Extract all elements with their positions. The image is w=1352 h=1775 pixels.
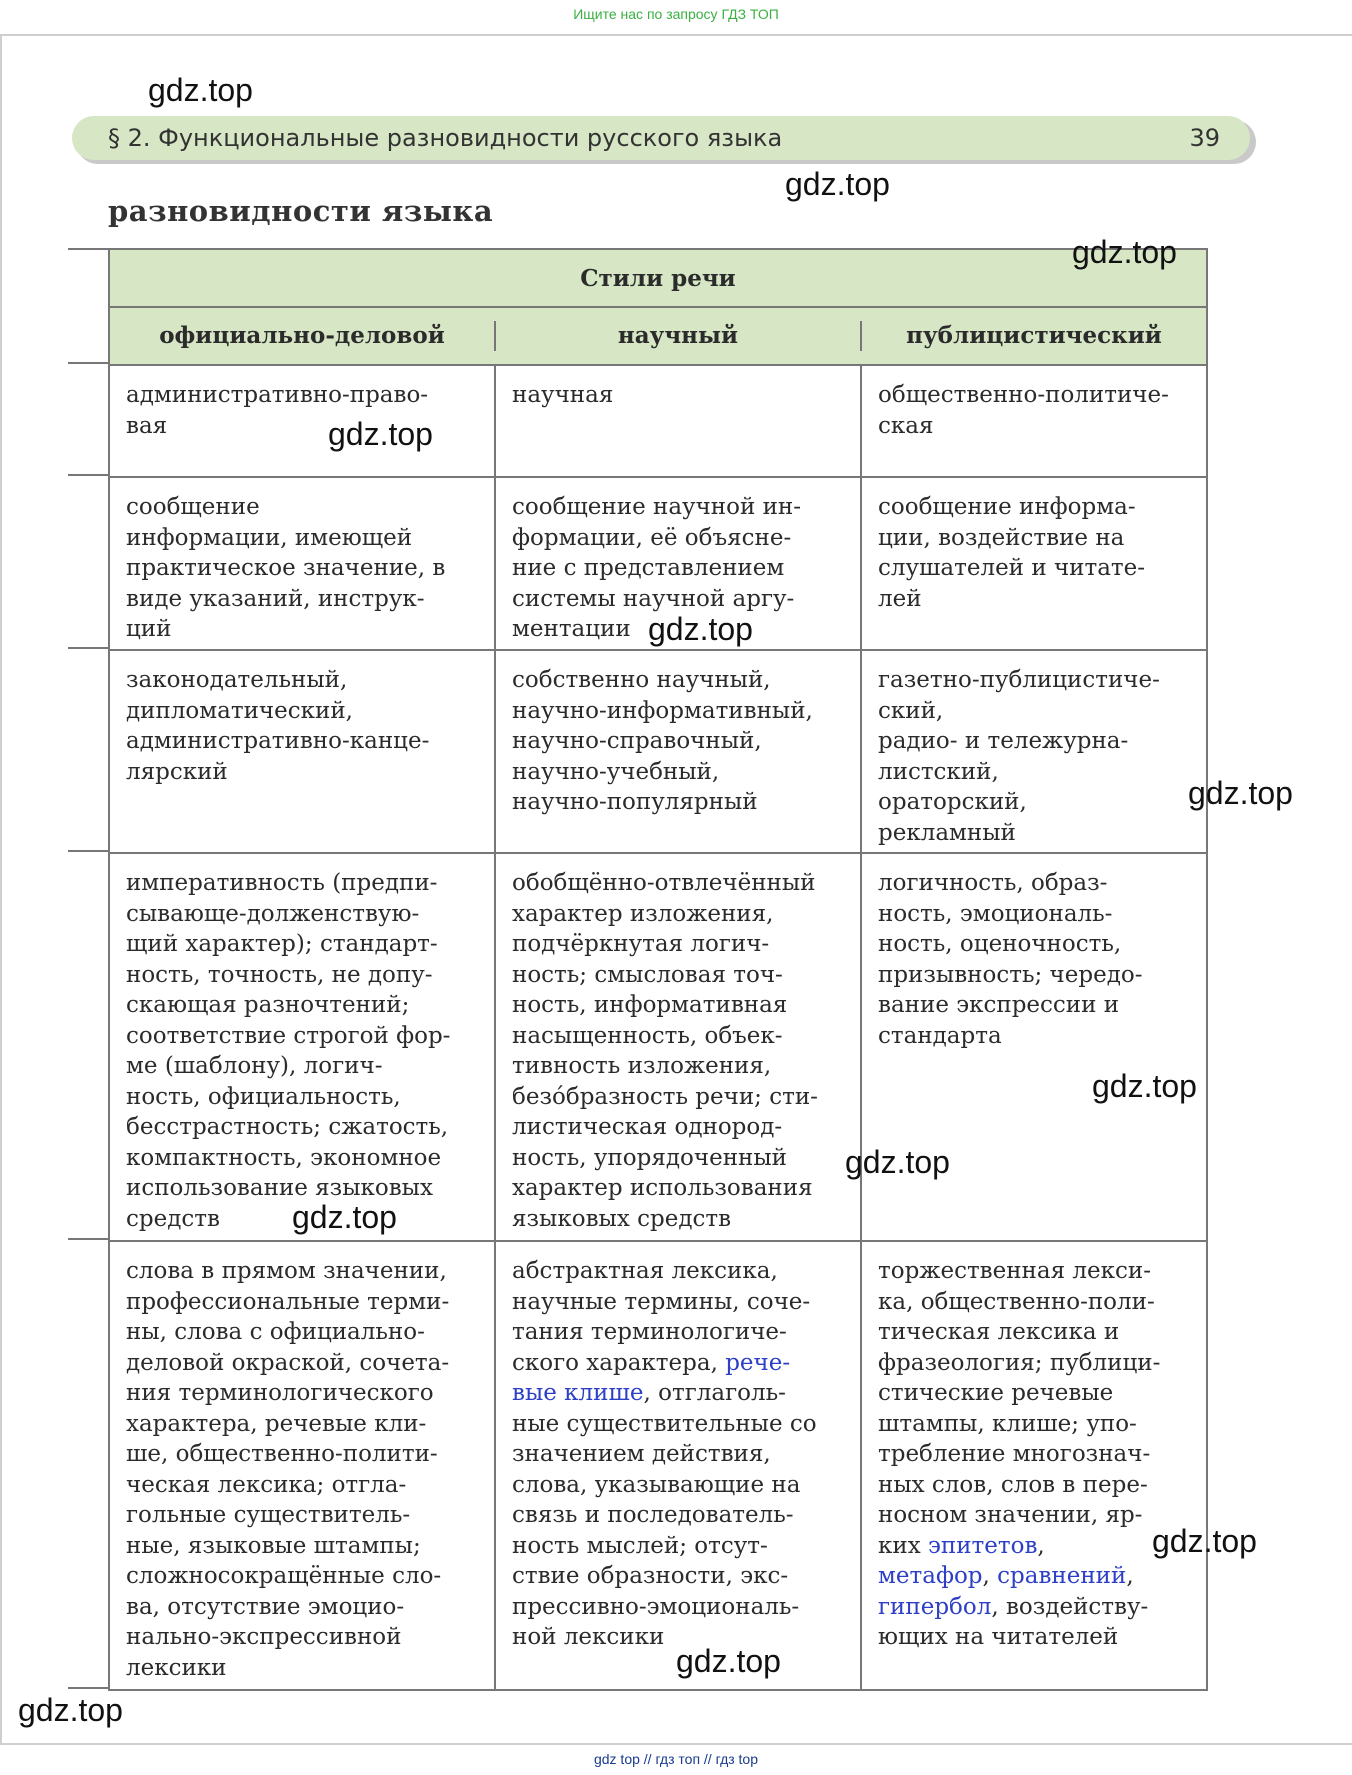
table-cell: общественно-политиче- ская (878, 382, 1169, 439)
table-outline-line (68, 1238, 108, 1240)
table-header-row (108, 308, 1208, 366)
table-outline-line (68, 362, 108, 364)
table-cell: законодательный, дипломатический, административно-канце- лярский (110, 651, 496, 852)
watermark: gdz.top (785, 166, 890, 202)
term-link-speech-cliche-cont[interactable]: вые клише (512, 1380, 644, 1406)
cell-text: , (1037, 1532, 1045, 1559)
watermark: gdz.top (148, 72, 253, 108)
table-cell: административно-право- вая (110, 366, 496, 476)
term-link-hyperboles[interactable]: гипербол (878, 1593, 992, 1620)
section-title: разновидности языка (108, 194, 494, 228)
watermark: gdz.top (292, 1199, 397, 1235)
table-cell: сообщение информа- ции, воздействие на слушателей и читате- лей (878, 494, 1146, 612)
table-cell: обобщённо-отвлечённый характер изложения, подчёркнутая логич- ность; смысловая точ- ность, информативная насыщенность, объек- тивность изложения, безóбразность речи; сти- листическая однород- ность, упорядоченный характер использования языковых средств (496, 854, 862, 1240)
cell-text: абстрактная лексика, научные термины, соче- тания терминологиче- ского характера, (512, 1258, 811, 1376)
table-title-row (108, 248, 1208, 308)
column-header-scientific: научный (496, 321, 862, 352)
page-number: 39 (1189, 124, 1220, 152)
table-row (108, 366, 1208, 478)
table-outline-line (68, 474, 108, 476)
column-header-publicistic: публицистический (906, 321, 1162, 349)
table-title: Стили речи (580, 264, 736, 292)
table-outline-line (68, 647, 108, 649)
table-outline-line (68, 1687, 108, 1689)
cell-text: торжественная лекси- ка, общественно-поли- тическая лексика и фразеология; публици- стические речевые штампы, клише; упо- требление многознач- ных слов, слов в пере- носном значении, яр- ких (878, 1258, 1161, 1559)
frame-left-border (0, 34, 2, 1744)
table-cell (862, 1242, 1206, 1689)
top-banner: Ищите нас по запросу ГДЗ ТОП (573, 6, 779, 22)
table-row (108, 651, 1208, 854)
term-link-comparisons[interactable]: сравнений (997, 1563, 1127, 1589)
table-cell: сообщение информации, имеющей практическое значение, в виде указаний, инструк- ций (110, 478, 496, 649)
term-link-speech-cliche[interactable]: рече- (725, 1349, 791, 1376)
table-cell: слова в прямом значении, профессиональные терми- ны, слова с официально- деловой окраской, сочета- ния терминологического характера, речевые кли- ше, общественно-полити- ческая лексика; отгла- гольные существитель- ные, языковые штампы; сложносокращённые сло- ва, отсутствие эмоцио- нально-экспрессивной лексики (110, 1242, 496, 1689)
frame-top-border (0, 34, 1352, 36)
watermark: gdz.top (648, 611, 753, 647)
table-row (108, 1242, 1208, 1691)
table-outline-line (68, 850, 108, 852)
cell-text: , (982, 1563, 998, 1589)
table-cell: логичность, образ- ность, эмоциональ- ность, оценочность, призывность; чередо- вание экспрессии и стандарта (878, 870, 1143, 1049)
cell-text: , отглаголь- ные существительные со значением действия, слова, указывающие на связь и последователь- ность мыслей; отсут- ствие образности, экс- прессивно-эмоциональ- ной лексики (512, 1380, 817, 1650)
speech-styles-table (108, 248, 1208, 1691)
table-row (108, 854, 1208, 1242)
table-cell (496, 1242, 862, 1689)
term-link-metaphors[interactable]: метафор (878, 1563, 983, 1589)
section-heading: § 2. Функциональные разновидности русского языка (108, 124, 783, 152)
page-header (72, 116, 1250, 160)
watermark: gdz.top (1092, 1068, 1197, 1104)
watermark: gdz.top (18, 1692, 123, 1728)
table-cell: газетно-публицистиче- ский, радио- и тележурна- листский, ораторский, рекламный (878, 667, 1160, 846)
watermark: gdz.top (1152, 1523, 1257, 1559)
table-cell: научная (496, 366, 862, 476)
watermark: gdz.top (845, 1144, 950, 1180)
watermark: gdz.top (676, 1643, 781, 1679)
frame-bottom-border (0, 1743, 1352, 1745)
watermark: gdz.top (1072, 234, 1177, 270)
table-cell: собственно научный, научно-информативный, научно-справочный, научно-учебный, научно-популярный (496, 651, 862, 852)
column-header-official: официально-деловой (110, 321, 496, 352)
table-cell: сообщение научной ин- формации, её объясне- ние с представлением системы научной аргу- ментации (496, 478, 862, 649)
watermark: gdz.top (1188, 775, 1293, 811)
cell-text: , (1126, 1563, 1134, 1589)
term-link-epithets[interactable]: эпитетов (928, 1532, 1038, 1559)
table-cell: императивность (предпи- сывающе-долженствую- щий характер); стандарт- ность, точность, не допу- скающая разночтений; соответствие строгой фор- ме (шаблону), логич- ность, официальность, бесстрастность; сжатость, компактность, экономное использование языковых средств (110, 854, 496, 1240)
watermark: gdz.top (328, 416, 433, 452)
cell-text: , воздейству- ющих на читателей (878, 1593, 1149, 1650)
footer-links: gdz top // гдз топ // гдз top (593, 1751, 759, 1767)
table-outline-line (68, 248, 108, 250)
